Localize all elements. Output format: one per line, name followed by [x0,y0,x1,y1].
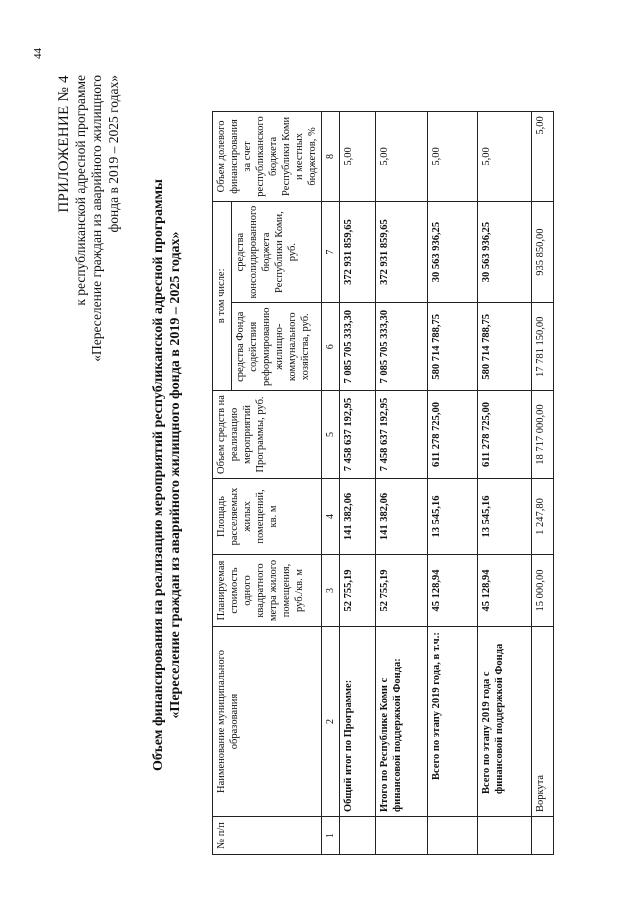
col-number: 6 [322,303,340,391]
header-including: в том числе: [213,201,232,390]
cell-budget: 30 563 936,25 [428,201,478,303]
document-heading [150,105,184,845]
col-number: 5 [322,391,340,479]
cell-fund: 7 085 705 333,30 [376,303,428,391]
cell-cost: 52 755,19 [340,555,376,627]
col-number: 8 [322,112,340,202]
header-budget: средства консолидированного бюджета Республики Коми, руб. [232,201,322,303]
table-row [340,112,376,855]
cell-volume: 7 458 637 192,95 [340,391,376,479]
heading-line-1: Объем финансирования на реализацию мероприятий республиканской адресной программы [151,179,166,771]
page-number: 44 [32,48,44,59]
col-number: 4 [322,479,340,555]
cell-name: Общий итог по Программе: [340,627,376,817]
cell-cost: 45 128,94 [428,555,478,627]
cell-name: Итого по Республике Коми с финансовой поддержкой Фонда: [376,627,428,817]
cell-fund: 17 781 150,00 [532,303,554,391]
header-cost: Планируемая стоимость одного квадратного метра жилого помещения, руб./кв. м [213,555,322,627]
cell-share: 5,00 [340,112,376,202]
col-number: 1 [322,817,340,855]
cell-num [428,817,478,855]
cell-name: Воркута [532,627,554,817]
cell-budget: 372 931 859,65 [340,201,376,303]
cell-cost: 45 128,94 [478,555,532,627]
cell-area: 13 545,16 [478,479,532,555]
cell-budget: 372 931 859,65 [376,201,428,303]
cell-fund: 580 714 788,75 [478,303,532,391]
appendix-line-1: к республиканской адресной программе [72,75,88,306]
financing-table [212,111,554,855]
header-fund: средства Фонда содействия реформированию жилищно-коммунального хозяйства, руб. [232,303,322,391]
header-area: Площадь расселяемых жилых помещений, кв. м [213,479,322,555]
cell-share: 5,00 [532,112,554,202]
cell-fund: 7 085 705 333,30 [340,303,376,391]
cell-area: 1 247,80 [532,479,554,555]
cell-budget: 935 850,00 [532,201,554,303]
cell-share: 5,00 [478,112,532,202]
column-number-row [322,112,340,855]
cell-volume: 611 278 725,00 [478,391,532,479]
cell-budget: 30 563 936,25 [478,201,532,303]
appendix-block [56,75,122,455]
cell-cost: 52 755,19 [376,555,428,627]
header-share: Объем долевого финансирования за счет республиканского бюджета Республики Коми и местных бюджетов, % [213,112,322,202]
table-row [478,112,532,855]
header-name: Наименование муниципального образования [213,627,322,817]
cell-num [532,817,554,855]
table-row [428,112,478,855]
header-volume: Объем средств на реализацию мероприятий Программы, руб. [213,391,322,479]
cell-volume: 611 278 725,00 [428,391,478,479]
cell-area: 141 382,06 [340,479,376,555]
appendix-title: ПРИЛОЖЕНИЕ № 4 [56,75,72,213]
appendix-line-2: «Переселение граждан из аварийного жилищного [89,75,104,362]
table-row [376,112,428,855]
col-number: 3 [322,555,340,627]
cell-num [376,817,428,855]
table-header-row [213,112,232,855]
table-row [532,112,554,855]
cell-name: Всего по этапу 2019 года, в т.ч.: [428,627,478,817]
cell-share: 5,00 [428,112,478,202]
appendix-line-3: фонда в 2019 – 2025 годах» [105,75,121,233]
cell-num [478,817,532,855]
cell-area: 13 545,16 [428,479,478,555]
heading-line-2: «Переселение граждан из аварийного жилищного фонда в 2019 – 2025 годах» [168,231,183,719]
cell-num [340,817,376,855]
cell-volume: 7 458 637 192,95 [376,391,428,479]
col-number: 2 [322,627,340,817]
col-number: 7 [322,201,340,303]
cell-name: Всего по этапу 2019 года с финансовой поддержкой Фонда [478,627,532,817]
cell-area: 141 382,06 [376,479,428,555]
cell-cost: 15 000,00 [532,555,554,627]
header-num: № п/п [213,817,322,855]
cell-share: 5,00 [376,112,428,202]
cell-volume: 18 717 000,00 [532,391,554,479]
cell-fund: 580 714 788,75 [428,303,478,391]
